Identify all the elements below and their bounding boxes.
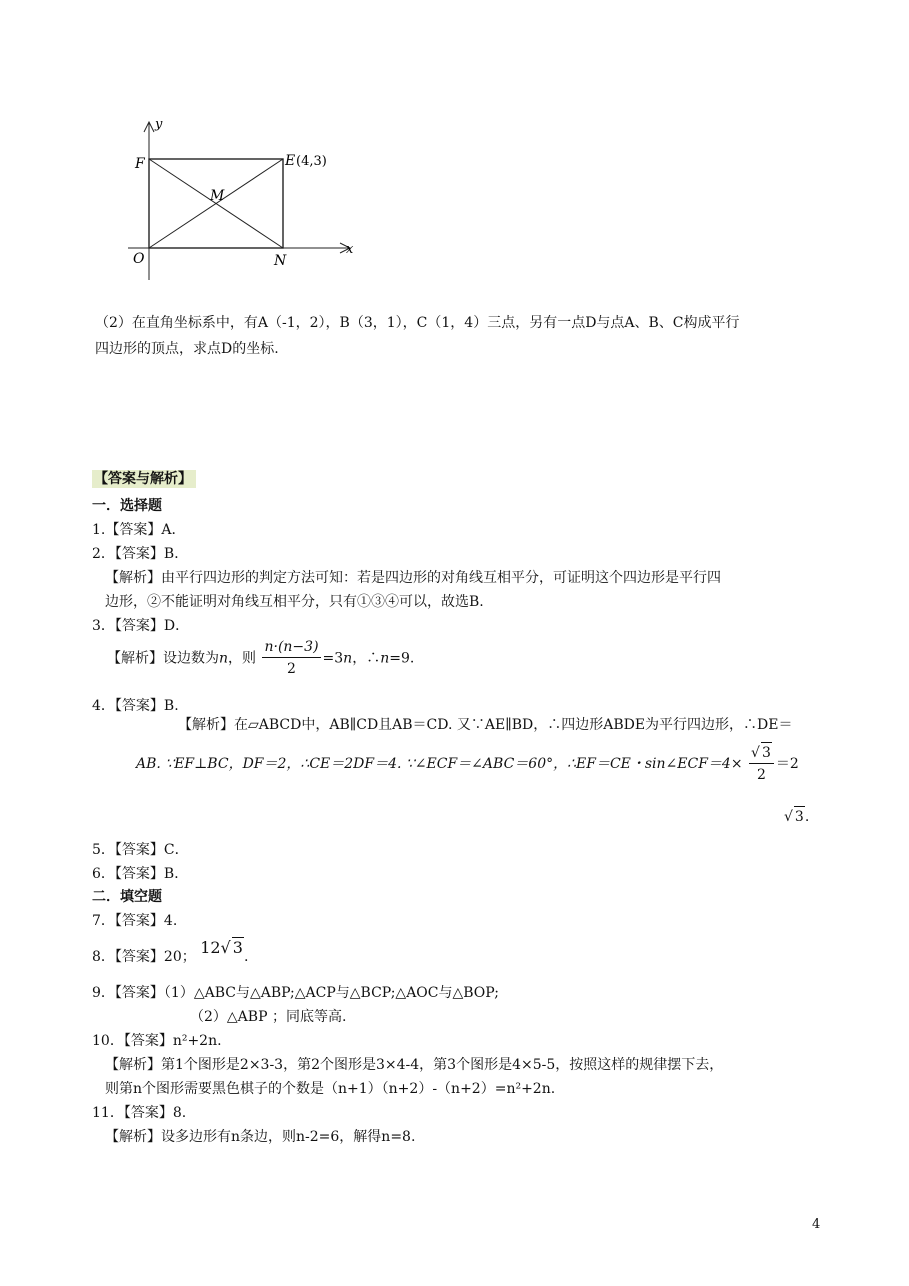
part1-title: 一．选择题 xyxy=(92,498,162,514)
a4-sqrt-radicand: 3 xyxy=(761,742,772,763)
a3-tail: ，∴ xyxy=(352,650,381,667)
answer-3: 3．【答案】D． xyxy=(92,618,190,634)
answer-1: 1.【答案】A． xyxy=(92,522,186,538)
a4-fraction-denominator: 2 xyxy=(756,767,766,783)
label-M: M xyxy=(210,188,225,204)
question2-line2: 四边形的顶点，求点D的坐标. xyxy=(95,341,279,357)
answer-9: 9．【答案】（1）△ABC与△ABP;△ACP与△BCP;△AOC与△BOP; xyxy=(92,985,499,1001)
answer-5: 5．【答案】C． xyxy=(92,842,189,858)
answer-7: 7．【答案】4. xyxy=(92,913,178,929)
answer-10: 10．【答案】n²+2n. xyxy=(92,1033,222,1049)
a8-end: . xyxy=(243,949,249,965)
a3-fraction xyxy=(262,637,320,680)
a3-result: =9. xyxy=(389,650,415,667)
answer-4-explanation-3: √ 3. xyxy=(784,806,809,827)
a3-eq: =3 xyxy=(322,650,344,667)
label-E: E xyxy=(285,153,296,169)
a3-then: ，则 xyxy=(228,650,257,667)
label-y: y xyxy=(155,117,163,132)
answers-section-header xyxy=(92,468,196,488)
label-F: F xyxy=(135,156,145,172)
answer-10-explanation-1: 【解析】第1个图形是2×3-3，第2个图形是3×4-4，第3个图形是4×5-5，按照这样的规律摆下去， xyxy=(105,1057,724,1073)
a4-exp3-radicand: 3 xyxy=(794,806,805,827)
part2-title: 二．填空题 xyxy=(92,889,162,905)
a8-coef: 12 xyxy=(200,938,221,957)
answers-header-label: 【答案与解析】 xyxy=(92,470,196,488)
answer-2: 2．【答案】B． xyxy=(92,546,189,562)
a4-exp3-end: . xyxy=(804,809,810,825)
a8-radicand: 3 xyxy=(232,938,243,957)
question2-line1: （2）在直角坐标系中，有A（-1，2），B（3，1），C（1，4）三点，另有一点D与点A、B、C构成平行 xyxy=(95,315,740,331)
a4-fraction-numerator: √ 3 xyxy=(749,742,774,764)
label-O: O xyxy=(133,251,145,267)
label-x: x xyxy=(346,242,354,257)
a3-var-n3: n xyxy=(380,650,390,667)
answer-3-explanation xyxy=(107,637,414,680)
label-E-coord: (4,3) xyxy=(296,154,327,169)
a4-exp2-tail: ＝2 xyxy=(775,756,799,772)
a3-fraction-numerator: n·(n−3) xyxy=(262,637,320,658)
a3-var-n: n xyxy=(219,650,229,667)
answer-4: 4．【答案】B. xyxy=(92,698,179,714)
a3-var-n2: n xyxy=(343,650,353,667)
label-N: N xyxy=(274,253,287,269)
page-number: 4 xyxy=(812,1217,821,1232)
a4-fraction xyxy=(749,742,774,786)
answer-10-explanation-2: 则第n个图形需要黑色棋子的个数是（n+1）（n+2）-（n+2）=n²+2n. xyxy=(105,1081,556,1097)
answer-11-explanation: 【解析】设多边形有n条边，则n-2=6，解得n=8. xyxy=(105,1129,416,1145)
a8-radical: 12√ 3 xyxy=(200,938,243,957)
answer-9-part2: （2）△ABP ；同底等高. xyxy=(190,1009,347,1025)
answer-2-explanation-2: 边形，②不能证明对角线互相平分，只有①③④可以，故选B. xyxy=(105,594,484,610)
answer-4-explanation-2 xyxy=(136,742,799,786)
answer-2-explanation-1: 【解析】由平行四边形的判定方法可知：若是四边形的对角线互相平分，可证明这个四边形是平行四 xyxy=(105,570,721,586)
answer-6: 6．【答案】B． xyxy=(92,866,189,882)
answer-8 xyxy=(92,938,249,967)
answer-11: 11．【答案】8. xyxy=(92,1105,187,1121)
answer-4-explanation-1: 【解析】在▱ABCD中，AB∥CD且AB＝CD. 又∵AE∥BD，∴四边形ABDE为平行四边形，∴DE＝ xyxy=(178,717,793,733)
a4-exp2-text: AB. ∵EF⊥BC，DF＝2，∴CE＝2DF＝4. ∵∠ECF＝∠ABC＝60°，∴EF＝CE・sin∠ECF＝4× xyxy=(136,756,743,772)
a3-prefix: 【解析】设边数为 xyxy=(107,650,219,667)
a8-text: 8．【答案】20； xyxy=(92,949,196,965)
coordinate-figure xyxy=(120,110,370,295)
a3-fraction-denominator: 2 xyxy=(287,661,296,677)
